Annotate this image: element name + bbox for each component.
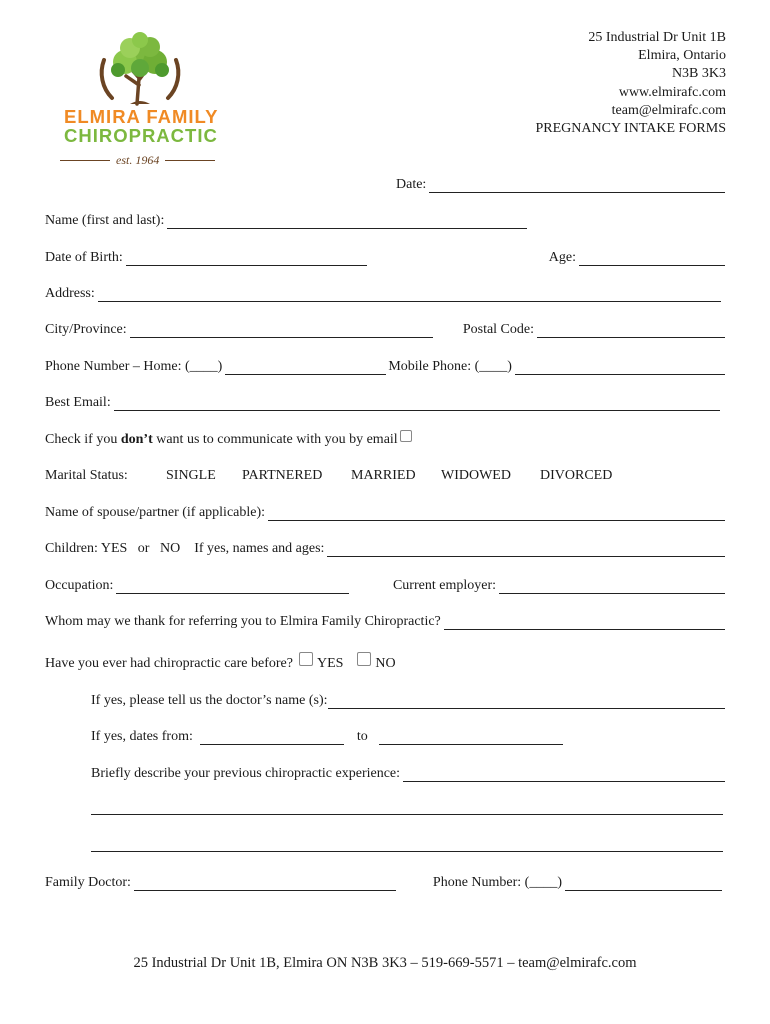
footer-text: 25 Industrial Dr Unit 1B, Elmira ON N3B 3K3 – 519-669-5571 – team@elmirafc.com <box>133 955 637 971</box>
dob-field[interactable] <box>126 250 367 266</box>
no-email-label: Check if you don’t want us to communicate with you by email <box>45 432 398 447</box>
chiro-no-label: NO <box>375 656 396 671</box>
logo-divider-left <box>60 160 110 161</box>
doctor-phone-label: Phone Number: (____) <box>432 875 562 890</box>
age-field[interactable] <box>579 250 725 266</box>
describe-line-3[interactable] <box>91 851 723 852</box>
city-label: City/Province: <box>45 322 127 337</box>
children-field[interactable] <box>327 541 725 557</box>
marital-option-partnered[interactable]: PARTNERED <box>242 468 323 483</box>
dates-to-label: to <box>356 729 368 744</box>
marital-label: Marital Status: <box>45 468 128 483</box>
employer-label: Current employer: <box>392 578 496 593</box>
doctor-name-field[interactable] <box>328 693 725 709</box>
describe-field[interactable] <box>403 766 725 782</box>
occupation-label: Occupation: <box>45 578 114 593</box>
referral-field[interactable] <box>444 614 725 630</box>
header-postal: N3B 3K3 <box>671 66 726 82</box>
postal-field[interactable] <box>537 322 725 338</box>
logo <box>60 30 230 165</box>
header-address1: 25 Industrial Dr Unit 1B <box>588 30 726 45</box>
marital-option-married[interactable]: MARRIED <box>351 468 416 483</box>
name-field[interactable] <box>167 213 527 229</box>
doctor-name-label: If yes, please tell us the doctor’s name (s): <box>91 693 328 708</box>
phone-home-field[interactable] <box>225 359 386 375</box>
marital-option-widowed[interactable]: WIDOWED <box>441 468 511 483</box>
dates-to-field[interactable] <box>379 729 563 745</box>
logo-line1: ELMIRA FAMILY <box>64 106 219 127</box>
logo-est: est. 1964 <box>116 153 160 167</box>
address-field[interactable] <box>98 286 721 302</box>
header-email: team@elmirafc.com <box>611 102 726 118</box>
chiro-before-label: Have you ever had chiropractic care before? <box>45 656 293 671</box>
email-field[interactable] <box>114 395 720 411</box>
describe-label: Briefly describe your previous chiropractic experience: <box>91 766 401 781</box>
marital-option-divorced[interactable]: DIVORCED <box>540 468 613 483</box>
header-website: www.elmirafc.com <box>618 84 726 100</box>
family-doctor-label: Family Doctor: <box>45 875 131 890</box>
date-label: Date: <box>396 177 427 192</box>
phone-home-label: Phone Number – Home: (____) <box>45 359 223 374</box>
dates-from-label: If yes, dates from: <box>91 729 193 744</box>
header-address2: Elmira, Ontario <box>638 48 726 64</box>
date-field[interactable] <box>429 177 725 193</box>
children-label: Children: YES or NO If yes, names and ages: <box>45 541 325 556</box>
name-label: Name (first and last): <box>45 213 165 228</box>
referral-label: Whom may we thank for referring you to Elmira Family Chiropractic? <box>45 614 441 629</box>
age-label: Age: <box>548 250 576 265</box>
tree-icon <box>90 30 190 110</box>
family-doctor-field[interactable] <box>134 875 396 891</box>
dates-from-field[interactable] <box>200 729 344 745</box>
address-label: Address: <box>45 286 95 301</box>
spouse-field[interactable] <box>268 505 725 521</box>
employer-field[interactable] <box>499 578 725 594</box>
describe-line-2[interactable] <box>91 814 723 815</box>
spouse-label: Name of spouse/partner (if applicable): <box>45 505 266 520</box>
chiro-yes-label: YES <box>316 656 344 671</box>
email-label: Best Email: <box>45 395 111 410</box>
postal-label: Postal Code: <box>462 322 534 337</box>
doctor-phone-field[interactable] <box>565 875 722 891</box>
header-address <box>536 29 727 138</box>
chiro-no-checkbox[interactable] <box>357 652 371 666</box>
form-title: PREGNANCY INTAKE FORMS <box>535 121 726 137</box>
logo-divider-right <box>165 160 215 161</box>
logo-line2: CHIROPRACTIC <box>64 125 218 146</box>
no-email-checkbox[interactable] <box>400 430 412 442</box>
city-field[interactable] <box>130 322 433 338</box>
chiro-yes-checkbox[interactable] <box>299 652 313 666</box>
occupation-field[interactable] <box>116 578 349 594</box>
marital-option-single[interactable]: SINGLE <box>166 468 216 483</box>
mobile-field[interactable] <box>515 359 725 375</box>
mobile-label: Mobile Phone: (____) <box>388 359 512 374</box>
dob-label: Date of Birth: <box>45 250 123 265</box>
